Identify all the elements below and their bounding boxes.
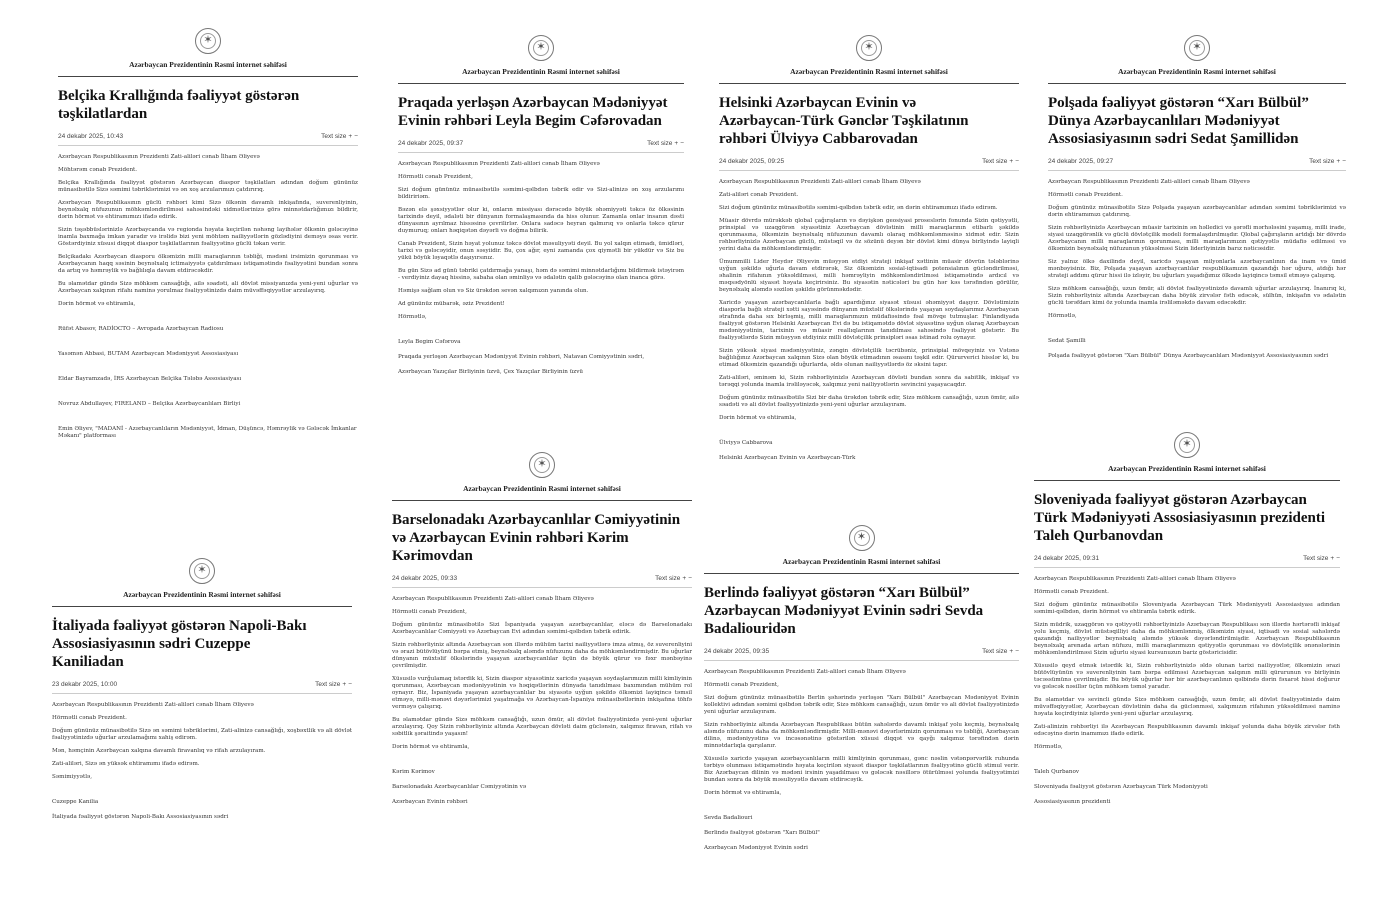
article-title: Belçika Krallığında fəaliyyət göstərən təşkilatlardan	[58, 88, 300, 122]
letter-paragraph: Xüsusilə xaricdə yaşayan azərbaycanlıların milli kimliyinin qorunması, gənc nəslin vətənpərvərlik ruhunda tərbiyə olunması istiqamətində həyata keçirilən siyasət diaspor təşkilatlarının fəaliyyətinə güclü stimul verir. Biz Azərbaycan dilinin və mədəni irsinin yaşadılması və gələcək nəsillərə ötürülməsi yolunda fəaliyyətimizi bundan sonra da böyük məsuliyyətlə davam etdirəcəyik.	[704, 756, 1019, 783]
letter-paragraph: Bu əlamətdar və sevincli gündə Sizə möhkəm cansağlığı, uzun ömür, ali dövlət fəaliyyətinizdə daim müvəffəqiyyətlər, Azərbaycan dövlətinin daha da güclənməsi, xalqımızın rifahının yüksəldilməsi naminə həyata keçirdiyiniz işlərdə yeni-yeni uğurlar arzulayırıq.	[1034, 697, 1340, 717]
text-size-decrease-icon[interactable]: −	[680, 140, 684, 147]
meta-divider	[719, 170, 1019, 171]
letter-paragraph: Bu gün Sizə ad günü təbriki çatdırmağa yanaşı, həm də səmimi minnətdarlığımı bildirmək istəyirəm - verdiyiniz dayaq hissinə, sabaha olan əminliyə və ədalətin qalib gələcəyinə olan inanca görə.	[398, 268, 684, 281]
text-size-control[interactable]	[982, 648, 1019, 655]
letter-paragraph: Doğum gününüz münasibətilə Sizi bir daha ürəkdən təbrik edir, Sizə möhkəm cansağlığı, uzun ömür, ailə səadəti və ali dövlət fəaliyyətinizdə yeni-yeni uğurlar arzulayıram.	[719, 395, 1019, 408]
letter-paragraph: Həmişə sağlam olun və Siz ürəkdən sevən xalqımızın yanında olun.	[398, 288, 589, 294]
letter-salutation: Hörmətli cənab Prezident,	[704, 682, 779, 688]
text-size-control[interactable]	[982, 158, 1019, 165]
letter-addressee: Azərbaycan Respublikasının Prezidenti Zati-aliləri cənab İlham Əliyevə	[1048, 179, 1250, 185]
signatory: Rüfət Abasov, RADİOCTO – Avropada Azərbaycan Radiosu	[58, 326, 224, 332]
letter-closing: Dərin hörmət və ehtiramla,	[704, 790, 782, 796]
letter-paragraph: Ad gününüz mübarək, əziz Prezident!	[398, 301, 505, 307]
header-divider	[1034, 480, 1340, 481]
site-name: Azərbaycan Prezidentinin Rəsmi internet səhifəsi	[1118, 67, 1276, 76]
letter-paragraph: Belçikadakı Azərbaycan diasporu ölkəmizin milli maraqlarının təbliği, mədəni irsimizin qorunması və Azərbaycanın haqq səsinin beynəlxalq ictimaiyyətə çatdırılması istiqamətində fəaliyyətini bundan sonra da artıq və həmrəylik və bağlılıqla davam etdirəcəkdir.	[58, 254, 358, 274]
article-title: İtaliyada fəaliyyət göstərən Napoli-Bakı Assosiasiyasının sədri Cuzeppe Kaniliadan	[52, 618, 307, 670]
article-date: 23 dekabr 2025, 10:00	[52, 681, 118, 688]
text-size-increase-icon[interactable]: +	[342, 681, 347, 688]
header-divider	[719, 83, 1019, 84]
text-size-increase-icon[interactable]: +	[348, 133, 353, 140]
letter-paragraph: Sizin rəhbərliyinizlə Azərbaycan müasir tarixinin ən həlledici və şərəfli mərhələsini yaşamış, milli irade, siyasi uzaqgörənlik və güclü dövlətçilik modeli formalaşdırılmışdır. Qlobal çağırışların artdığı bir dövrdə Azərbaycanın milli maraqlarının qorunması, milli maraqlarımızın qətiyyətlə müdafiə edilməsi və ölkəmizin beynəlxalq nüfuzunun yüksəlməsi Sizin liderliyinizin barız nəticəsidir.	[1048, 225, 1346, 252]
text-size-label: Text size	[1303, 555, 1329, 562]
text-size-decrease-icon[interactable]: −	[688, 575, 692, 582]
signatory: Polşada fəaliyyət göstərən "Xarı Bülbül" Dünya Azərbaycanlıları Mədəniyyət Assosiasiyasının sədri	[1048, 353, 1329, 359]
letter-paragraph: Belçika Krallığında fəaliyyət göstərən Azərbaycan diaspor təşkilatları adından doğum gününüz münasibətilə Sizə səmimi təbriklərimizi və ən xoş arzularımızı çatdırırıq.	[58, 180, 358, 193]
letter-card-slovenia	[1034, 432, 1340, 842]
signatory: Barselonadakı Azərbaycanlılar Cəmiyyətinin və	[392, 784, 527, 790]
signatory: Azərbaycan Evinin rəhbəri	[392, 799, 468, 805]
state-emblem-icon	[195, 28, 221, 54]
letter-paragraph: Xüsusilə vurğulamaq istərdik ki, Sizin diaspor siyasətiniz xaricdə yaşayan soydaşlarımızın milli kimliyinin qorunması, Azərbaycan mədəniyyətinin və həqiqətlərinin dünyada tanıdılması baxımından mühüm rol oynayır. Biz, İspaniyada yaşayan azərbaycanlılar bu siyasətə uyğun şəkildə ölkəmizi layiqincə təmsil etməyə, milli-mənəvi dəyərlərimizi yaşatmağa və Azərbaycan-İspaniya münasibətlərinin inkişafına töhfə verməyə çalışırıq.	[392, 676, 692, 710]
article-date: 24 dekabr 2025, 09:25	[719, 158, 785, 165]
letter-paragraph: Xüsusilə qeyd etmək istərdik ki, Sizin rəhbərliyinizlə əldə olunan tarixi nailiyyətlər, ölkəmizin ərazi bütövlüyünün və suverenliyinin tam bərpa edilməsi Azərbaycan xalqının milli qürurunun və birliyinin təcəssümünə çevrilmişdir. Bu böyük uğurlar hər bir azərbaycanlının qəlbində dərin fəxarət hissi doğurur və gələcək nəsillər üçün möhkəm təməl yaradır.	[1034, 663, 1340, 690]
meta-divider	[392, 587, 692, 588]
letter-closing: Dərin hörmət və ehtiramla,	[392, 744, 470, 750]
signatory: Praqada yerləşən Azərbaycan Mədəniyyət Evinin rəhbəri, Natavan Cəmiyyətinin sədri,	[398, 354, 645, 360]
signatory: Leyla Begim Cəfərova	[398, 339, 461, 345]
site-name: Azərbaycan Prezidentinin Rəsmi internet səhifəsi	[782, 557, 941, 566]
letter-paragraph: Canab Prezident, Sizin həyat yolunuz təkcə dövlət məsuliyyəti deyil. Bu yol xalqın etimadı, ümidləri, tarixi və gələcəyidir, onun səsyiidir. Bu, çox ağır, eyni zamanda çox qiymətli bir yükdür və Siz bu yükü böyük ləyaqətlə daşıyırsınız.	[398, 241, 684, 261]
letter-paragraph: Bu əlamətdar gündə Sizə möhkəm cansağlığı, uzun ömür, ali dövlət fəaliyyətinizdə yeni-yeni uğurlar arzulayırıq. Qoy Sizin rəhbərliyiniz altında Azərbaycan dövləti daim güclənsin, xalqımız firavan, rifah və səbitlik şəraitində yaşasın!	[392, 717, 692, 737]
letter-paragraph: Sizin yüksək siyasi mədəniyyətiniz, zəngin dövlətçilik təcrübəniz, prinsipial mövqeyiniz və Vətənə bağlılığınız Azərbaycan xalqının Sizə olan böyük etimadının əsasını təşkil edir. Qürurverici hisslər ki, bu etimad ölkəmizin qazandığı uğurlarda, əldə olunan nailiyyətlərdə öz əksini tapır.	[719, 348, 1019, 368]
letter-closing: Dərin hörmət və ehtiramla,	[58, 301, 136, 307]
article-date: 24 dekabr 2025, 09:35	[704, 648, 770, 655]
letter-paragraph: Bəzən elə şəxsiyyətlər olur ki, onların missiyası dərəcədə böyük əhəmiyyəti təkcə öz ölkəsinin tarixində deyil, ədaləti bir dünyanın formalaşmasında da hiss olunur. Zamanla onlar insanın dəsti dünyasının ayrılmaz hissəsinə çevrilirlər. Onlara sadəcə heyran qalmırıq və onlarla təkcə qürur duymuruq; onları həqiqətən dəyərli və doğma bilirik.	[398, 207, 684, 234]
article-title: Berlində fəaliyyət göstərən “Xarı Bülbül” Azərbaycan Mədəniyyət Evinin sədri Sevda Badaliouridən	[704, 585, 984, 637]
letter-salutation: Hörmətli cənab Prezident,	[398, 174, 473, 180]
site-name: Azərbaycan Prezidentinin Rəsmi internet səhifəsi	[123, 590, 281, 599]
letter-paragraph: Zati-aliləri, Sizə ən yüksək ehtiramımı ifadə edirəm.	[52, 761, 200, 767]
letter-paragraph: Sizi doğum gününüz münasibətilə Berlin şəhərində yerləşən "Xarı Bülbül" Azərbaycan Mədəniyyət Evinin kollektivi adından səmimi qəlbdən təbrik edir, Sizə möhkəm cansağlığı, uzun ömür və ali dövlət fəaliyyətinizdə yeni uğurlar arzulayıram.	[704, 695, 1019, 715]
signatory: Taleh Qurbanov	[1034, 769, 1080, 775]
letter-paragraph: Sizi doğum gününüz münasibətilə səmimi-qəlbdən təbrik edir və Sizi-alinizə ən xoş arzularımı bildiririəm.	[398, 187, 684, 200]
signatory: Sedat Şamilli	[1048, 338, 1086, 344]
article-title: Barselonadakı Azərbaycanlılar Cəmiyyətinin və Azərbaycan Evinin rəhbəri Kərim Kərimovdan	[392, 512, 681, 564]
letter-paragraph: Sizin rəhbərliyiniz altında Azərbaycan son illərdə mühüm tarixi nailiyyətlərə imza atmış, öz suverenliyini və ərazi bütövlüyünü bərpa etmiş, beynəlxalq aləmdə nüfuzunu daha da möhkəmləndirmişdir. Bu uğurlar dünyanın müxtəlif ölkələrində yaşayan azərbaycanlılar üçün də böyük qürur və fəxr mənbəyinə çevrilmişdir.	[392, 642, 692, 669]
signatory: Ülviyyə Cabbarova	[719, 440, 773, 446]
text-size-label: Text size	[321, 133, 347, 140]
letter-paragraph: Sizi doğum gününüz münasibətilə səmimi-qəlbdən təbrik edir, ən dərin ehtiramımızı ifadə edirəm.	[719, 205, 998, 211]
text-size-increase-icon[interactable]: +	[1009, 648, 1014, 655]
text-size-decrease-icon[interactable]: −	[1342, 158, 1346, 165]
text-size-decrease-icon[interactable]: −	[1015, 158, 1019, 165]
signatory: İtaliyada fəaliyyət göstərən Napoli-Bakı Assosiasiyasının sədri	[52, 814, 229, 820]
article-date: 24 dekabr 2025, 09:27	[1048, 158, 1114, 165]
header-divider	[704, 573, 1019, 574]
letter-paragraph: Bu əlamətdar gündə Sizə möhkəm cansağlığı, ailə səadəti, ali dövlət missiyanızda yeni-yeni uğurlar və Azərbaycan xalqının rifahı naminə yorulmaz fəaliyyətinizdə daim müvəffəqiyyətlər arzulayırıq.	[58, 281, 358, 294]
signatory: Sevda Badaliouri	[704, 815, 753, 821]
text-size-control[interactable]	[647, 140, 684, 147]
letter-paragraph: Doğum gününüz münasibətilə Sizə ən səmimi təbriklərimi, Zati-alinizə cansağlığı, xoşbəxtlik və ali dövlət fəaliyyətinizdə uğurlar arzulamağımı xahiş edirəm.	[52, 728, 352, 741]
signatory: Helsinki Azərbaycan Evinin və Azərbaycan-Türk	[719, 455, 856, 461]
letter-addressee: Azərbaycan Respublikasının Prezidenti Zati-aliləri cənab İlham Əliyevə	[1034, 576, 1236, 582]
letter-closing: Dərin hörmət və ehtiramla,	[719, 415, 797, 421]
signatory: Emin Əliyev, "MADANİ - Azərbaycanlıların Mədəniyyət, İdman, Düşüncə, Həmrəylik və Gələcək İmkanlar Məkanı" platforması	[58, 426, 357, 439]
letter-paragraph: Sizin müdrik, uzaqgörən və qətiyyətli rəhbərliyinizlə Azərbaycan Respublikası son illərdə hərtərəfli inkişaf yolu keçmiş, dövlət müstəqilliyi daha da möhkəmlənmiş, ölkəmizin siyasi, iqtisadi və sosial sahələrdə qazandığı nailiyyətlər beynəlxalq aləmdə yüksək dəyərləndirilmişdir. Azərbaycan Respublikasının beynəlxalq arenada artan nüfuzu, milli maraqlarımızın qətiyyətlə qorunması və dövlətçilik ənənələrinin möhkəmləndirilməsi Sizin uğurlu siyasi kursunuzun bariz göstəricisidir.	[1034, 622, 1340, 656]
text-size-decrease-icon[interactable]: −	[1336, 555, 1340, 562]
letter-paragraph: Siz yalnız ölkə daxilində deyil, xaricdə yaşayan milyonlarla azərbaycanlının da inam və ümid mənbəyisiniz. Biz, Polşada yaşayan azərbaycanlılar respublikamızın qazandığı hər uğuru, atdığı hər strateji addımı qürur hissi ilə izləyir, bu uğurları yaşadığımız ölkədə layiqincə təmsil etməyə çalışırıq.	[1048, 259, 1346, 279]
text-size-decrease-icon[interactable]: −	[354, 133, 358, 140]
letter-card-barcelona	[392, 452, 692, 842]
signatory: Cuzeppe Kanilia	[52, 799, 99, 805]
text-size-control[interactable]	[315, 681, 352, 688]
letter-paragraph: Mən, həmçinin Azərbaycan xalqına davamlı firavanlıq və rifah arzulayıram.	[52, 748, 266, 754]
signatory: Novruz Abdullayev, FIRELAND – Belçika Azərbaycanlıları Birliyi	[58, 401, 241, 407]
letter-paragraph: Azərbaycan Respublikasının güclü rəhbəri kimi Sizə ölkənin davamlı inkişafında, suverenliyinin, beynəlxalq nüfuzunun möhkəmləndirilməsi sahəsindəki xidmətlərinizə görə minnətdarlığımızı bildirir, dərin hörmət və ehtiramımızı ifadə edirik.	[58, 200, 358, 220]
letter-card-helsinki	[719, 35, 1019, 515]
signatory: Berlində fəaliyyət göstərən "Xarı Bülbül"	[704, 830, 820, 836]
letter-card-berlin	[704, 525, 1019, 885]
text-size-label: Text size	[1309, 158, 1335, 165]
header-divider	[58, 76, 358, 77]
letter-paragraph: Zati-aliləri, əminəm ki, Sizin rəhbərliyinizlə Azərbaycan dövləti bundan sonra da sabitlik, inkişaf və tərəqqi yolunda inamla irəliləyəcək, xalqımız yeni nailiyyətlərin sevincini yaşayacaqdır.	[719, 375, 1019, 388]
meta-divider	[1034, 567, 1340, 568]
letter-paragraph: Sizin rəhbərliyiniz altında Azərbaycan Respublikası bütün sahələrdə davamlı inkişaf yolu keçmiş, beynəlxalq aləmdə nüfuzunu daha da möhkəmləndirmişdir. Milli-mənəvi dəyərlərimizin qorunması və təbliği, Azərbaycan dilinə, mədəniyyətinə və incəsənətinə göstərilən xüsusi diqqət və qayğı xalqımız tərəfindən dərin minnətdarlıqla qarşılanır.	[704, 722, 1019, 749]
article-title: Sloveniyada fəaliyyət göstərən Azərbaycan Türk Mədəniyyəti Assosiasiyasının prezidenti Taleh Qurbanovdan	[1034, 492, 1326, 544]
article-title: Praqada yerləşən Azərbaycan Mədəniyyət Evinin rəhbəri Leyla Begim Cəfərovadan	[398, 95, 668, 129]
meta-divider	[398, 152, 684, 153]
letter-card-belgium	[58, 28, 358, 528]
meta-divider	[58, 145, 358, 146]
letter-closing: Hörmətlə,	[1034, 744, 1063, 750]
text-size-control[interactable]	[655, 575, 692, 582]
signatory: Assosiasiyasının prezidenti	[1034, 799, 1111, 805]
letter-addressee: Azərbaycan Respublikasının Prezidenti Zati-aliləri cənab İlham Əliyevə	[392, 596, 594, 602]
letter-salutation: Hörmətli cənab Prezident.	[1048, 192, 1123, 198]
letter-paragraph: Doğum gününüz münasibətilə Sizə Polşada yaşayan azərbaycanlılar adından səmimi təbriklərimizi və dərin ehtiramımızı çatdırırıq.	[1048, 205, 1346, 218]
letter-card-prague	[398, 35, 684, 415]
article-title: Polşada fəaliyyət göstərən “Xarı Bülbül” Dünya Azərbaycanlıları Mədəniyyət Assosiasiyasının sədri Sedat Şamillidən	[1048, 95, 1309, 147]
site-name: Azərbaycan Prezidentinin Rəsmi internet səhifəsi	[790, 67, 948, 76]
text-size-control[interactable]	[1309, 158, 1346, 165]
text-size-increase-icon[interactable]: +	[682, 575, 687, 582]
letter-addressee: Azərbaycan Respublikasının Prezidenti Zati-aliləri cənab İlham Əliyevə	[52, 702, 254, 708]
article-date: 24 dekabr 2025, 09:37	[398, 140, 464, 147]
text-size-label: Text size	[982, 158, 1008, 165]
text-size-increase-icon[interactable]: +	[1336, 158, 1341, 165]
letter-card-poland	[1048, 35, 1346, 395]
letter-salutation: Hörmətli cənab Prezident,	[392, 609, 467, 615]
letter-paragraph: Sizi doğum gününüz münasibətilə Sloveniyada Azərbaycan Türk Mədəniyyəti Assosiasiyası adından səmimi-qəlbdən, dərin hörmət və ehtiramla təbrik edirik.	[1034, 602, 1340, 615]
site-name: Azərbaycan Prezidentinin Rəsmi internet səhifəsi	[129, 60, 287, 69]
letter-addressee: Azərbaycan Respublikasının Prezidenti Zati-aliləri cənab İlham Əliyevə	[719, 179, 921, 185]
letter-paragraph: Xaricdə yaşayan azərbaycanlılarla bağlı apardığınız siyasət xüsusi əhəmiyyət daşıyır. Dövlətimizin diasporla bağlı strateji xətti sayəsində dünyanın müxtəlif ölkələrində yaşayan soydaşlarımız Azərbaycan ətrafında daha sıx birləşmiş, milli maraqlarımızın müdafiəsində fəal mövqe tutmuşlar. Finlandiyada fəaliyyət göstərən Helsinki Azərbaycan Evi də bu istiqamətdə dövlət siyasətinə uyğun olaraq Azərbaycan mədəniyyətinin, tarixinin və müasir reallıqlarının tanıdılması sahəsində fəaliyyət göstərir. Bu fəaliyyətlərdə Sizin müəyyən etdiyiniz milli dövlətçilik prinsipləri əsas istinad rolu oynayır.	[719, 300, 1019, 341]
meta-divider	[1048, 170, 1346, 171]
site-name: Azərbaycan Prezidentinin Rəsmi internet səhifəsi	[463, 484, 621, 493]
letter-addressee: Azərbaycan Respublikasının Prezidenti Zati-aliləri cənab İlham Əliyevə	[704, 669, 906, 675]
state-emblem-icon	[849, 525, 875, 551]
text-size-label: Text size	[315, 681, 341, 688]
letter-card-italy	[52, 558, 352, 848]
signatory: Eldar Bayramzadə, İRS Azərbaycan Belçika Tələbə Assosiasiyası	[58, 376, 242, 382]
state-emblem-icon	[1184, 35, 1210, 61]
signatory: Yasəmən Abbasi, BUTAM Azərbaycan Mədəniyyət Assosiasiyası	[58, 351, 239, 357]
letter-closing: Hörmətlə,	[1048, 313, 1077, 319]
letter-paragraph: Sizin təşəbbüslərinizlə Azərbaycanda və regionda həyata keçirilən nəhəng layihələr ölkənin gələcəyinə inamla baxmağa imkan yaradır və irəlidə bizi yeni möhtəm nailiyyətlərin gözlədiyini deməyə əsas verir. Göstərdiyiniz xüsusi diqqət diaspor təşkilatlarının fəaliyyətinə güclü təkan verir.	[58, 227, 358, 247]
letter-paragraph: Müasir dövrdə mürəkkəb qlobal çağırışların və dəyişkən geosiyasi proseslərin fonunda Sizin qətiyyətli, prinsipial və uzaqgörən siyasətiniz Azərbaycan dövlətinin milli maraqlarının etibarlı şəkildə qorunmasına, ölkəmizin beynəlxalq nüfuzunun davamlı olaraq möhkəmlənməsinə xidmət edir. Sizin rəhbərliyinizlə Azərbaycan güclü, müstəqil və öz sözünü deyən bir dövlət kimi dünya birliyində layiqli yerini daha da möhkəmləndirmişdir.	[719, 218, 1019, 252]
article-date: 24 dekabr 2025, 10:43	[58, 133, 124, 140]
signatory: Azərbaycan Yazıçılar Birliyinin üzvü, Çex Yazıçılar Birliyinin üzvü	[398, 369, 583, 375]
signatory: Kərim Kərimov	[392, 769, 435, 775]
text-size-increase-icon[interactable]: +	[1330, 555, 1335, 562]
meta-divider	[52, 693, 352, 694]
header-divider	[398, 83, 684, 84]
text-size-control[interactable]	[321, 133, 358, 140]
letter-addressee: Azərbaycan Respublikasının Prezidenti Zati-aliləri cənab İlham Əliyevə	[398, 161, 600, 167]
article-date: 24 dekabr 2025, 09:31	[1034, 555, 1100, 562]
state-emblem-icon	[529, 452, 555, 478]
letter-addressee: Azərbaycan Respublikasının Prezidenti Zati-aliləri cənab İlham Əliyevə	[58, 154, 260, 160]
header-divider	[1048, 83, 1346, 84]
text-size-increase-icon[interactable]: +	[1009, 158, 1014, 165]
state-emblem-icon	[1174, 432, 1200, 458]
site-name: Azərbaycan Prezidentinin Rəsmi internet səhifəsi	[462, 67, 620, 76]
article-title: Helsinki Azərbaycan Evinin və Azərbaycan-Türk Gənclər Təşkilatının rəhbəri Ülviyyə Cabbarovadan	[719, 95, 969, 147]
site-name: Azərbaycan Prezidentinin Rəsmi internet səhifəsi	[1108, 464, 1266, 473]
letter-salutation: Hörmətli cənab Prezident.	[52, 715, 127, 721]
text-size-label: Text size	[982, 648, 1008, 655]
text-size-label: Text size	[647, 140, 673, 147]
letter-paragraph: Sizə möhkəm cansağlığı, uzun ömür, ali dövlət fəaliyyətinizdə davamlı uğurlar arzulayırıq. İnanırıq ki, Sizin rəhbərliyiniz altında Azərbaycan daha böyük zirvələr fəth edəcək, sülhün, inkişafın və ədalətin güclü tərəfdarı kimi öz yolunda inamla irəliləməkdə davam edəcəkdir.	[1048, 286, 1346, 306]
state-emblem-icon	[856, 35, 882, 61]
letter-closing: Səmimiyyətlə,	[52, 774, 93, 780]
meta-divider	[704, 660, 1019, 661]
text-size-decrease-icon[interactable]: −	[348, 681, 352, 688]
letter-salutation: Hörmətli cənab Prezident.	[1034, 589, 1109, 595]
state-emblem-icon	[189, 558, 215, 584]
letter-paragraph: Ümummilli Lider Heydər Əliyevin müəyyən etdiyi strateji inkişaf xəttinin müasir dövrün tələblərinə uyğun şəkildə uğurla davam etdirərək, Siz ölkəmizin sosial-iqtisadi potensialının gücləndirilməsi, əhalinin rifahının yüksəldilməsi, milli həmrəyliyin möhkəmləndirilməsi istiqamətində ardıcıl və məqsədyönlü siyasət həyata keçirirsiniz. Bu siyasətin nəticələri bu gün hər kəs tərəfindən görülür, beynəlxalq aləmdə səzilən şəkildə görünməkdədir.	[719, 259, 1019, 293]
state-emblem-icon	[528, 35, 554, 61]
header-divider	[52, 606, 352, 607]
letter-paragraph: Zati-alinizin rəhbərliyi ilə Azərbaycan Respublikasının davamlı inkişaf yolunda daha böyük zirvələr fəth edəcəyinə dərin inamımızı ifadə edirik.	[1034, 724, 1340, 737]
text-size-decrease-icon[interactable]: −	[1015, 648, 1019, 655]
letter-closing: Hörmətlə,	[398, 314, 427, 320]
header-divider	[392, 500, 692, 501]
text-size-label: Text size	[655, 575, 681, 582]
signatory: Azərbaycan Mədəniyyət Evinin sədri	[704, 845, 808, 851]
text-size-control[interactable]	[1303, 555, 1340, 562]
text-size-increase-icon[interactable]: +	[674, 140, 679, 147]
letter-salutation: Zati-aliləri cənab Prezident.	[719, 192, 799, 198]
letter-salutation: Möhtərəm cənab Prezident.	[58, 167, 138, 173]
signatory: Sloveniyada fəaliyyət göstərən Azərbaycan Türk Mədəniyyəti	[1034, 784, 1208, 790]
article-date: 24 dekabr 2025, 09:33	[392, 575, 458, 582]
letter-paragraph: Doğum gününüz münasibətilə Sizi İspaniyada yaşayan azərbaycanlılar, eləcə də Barselonadakı Azərbaycanlılar Cəmiyyəti və Azərbaycan Evi adından səmimi-qəlbdən təbrik edirik.	[392, 622, 692, 635]
